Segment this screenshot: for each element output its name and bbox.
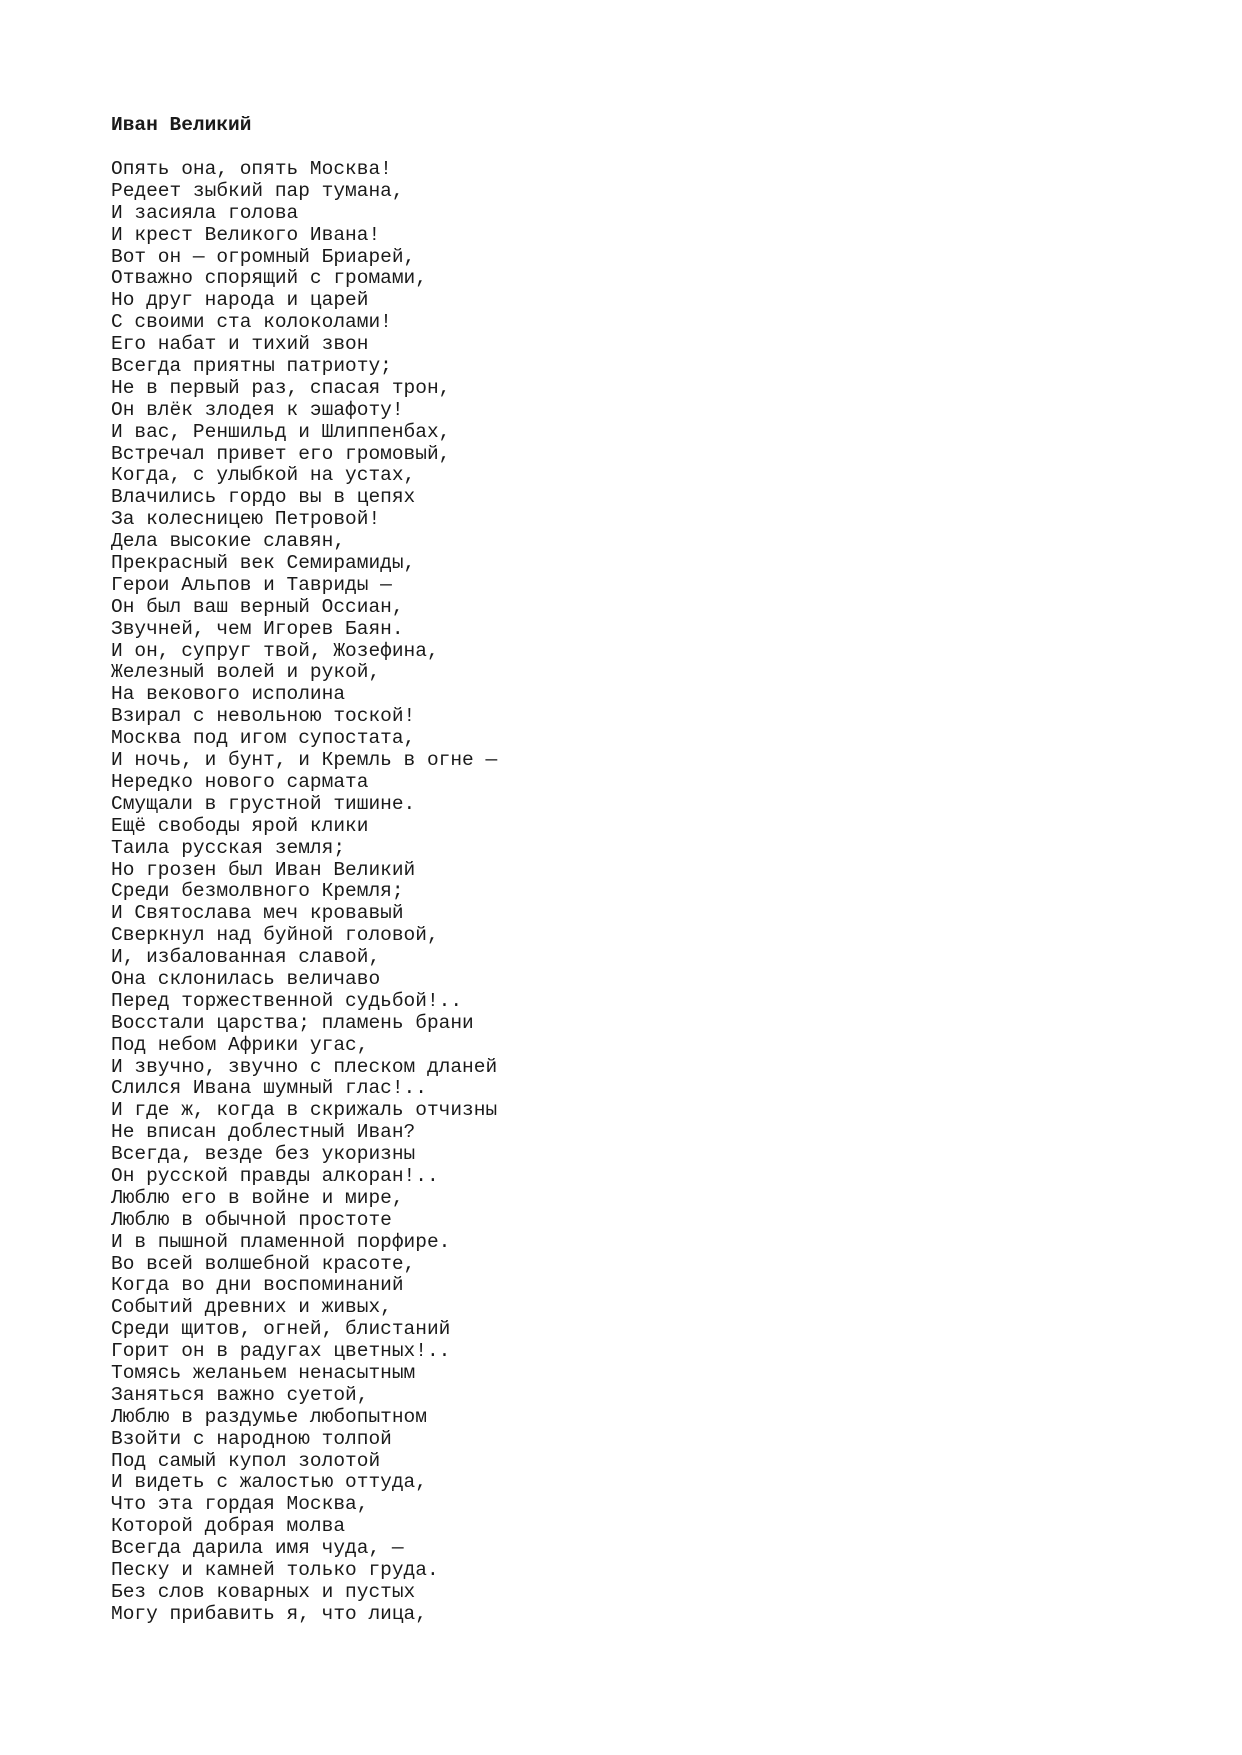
poem-line: И засияла голова [111,201,299,224]
poem-line: Не в первый раз, спасая трон, [111,376,451,399]
poem-line: Всегда, везде без укоризны [111,1143,416,1166]
poem-line: Москва под игом супостата, [111,727,416,750]
poem-line: Ещё свободы ярой клики [111,814,369,837]
poem-line: Влачились гордо вы в цепях [111,486,416,509]
poem-line: Во всей волшебной красоте, [111,1252,416,1275]
poem-line: Когда, с улыбкой на устах, [111,464,416,487]
poem-line: И видеть с жалостью оттуда, [111,1471,427,1494]
poem-line: И Святослава меч кровавый [111,902,404,925]
poem-line: Люблю в обычной простоте [111,1208,392,1231]
poem-line: Не вписан доблестный Иван? [111,1121,416,1144]
poem-line: За колесницею Петровой! [111,508,381,531]
poem-line: Перед торжественной судьбой!.. [111,989,463,1012]
poem-line: Горит он в радугах цветных!.. [111,1340,451,1363]
poem-line: Прекрасный век Семирамиды, [111,552,416,575]
poem-title: Иван Великий [111,114,252,136]
poem-line: Его набат и тихий звон [111,333,369,356]
poem-line: Звучней, чем Игорев Баян. [111,617,404,640]
poem-line: Он влёк злодея к эшафоту! [111,398,404,421]
poem-line: И, избалованная славой, [111,946,381,969]
poem-line: Дела высокие славян, [111,530,346,553]
poem-line: Томясь желаньем ненасытным [111,1361,416,1384]
poem-line: Опять она, опять Москва! [111,158,392,180]
poem-line: И крест Великого Ивана! [111,223,381,246]
poem-line: Взойти с народною толпой [111,1427,392,1450]
poem-line: И звучно, звучно с плеском дланей [111,1055,498,1078]
poem-line: И в пышной пламенной порфире. [111,1230,451,1253]
poem-line: Всегда приятны патриоту; [111,355,392,378]
poem-line: Среди щитов, огней, блистаний [111,1318,451,1341]
poem-line: Сверкнул над буйной головой, [111,924,439,947]
poem-line: Смущали в грустной тишине. [111,792,416,815]
poem-line: И он, супруг твой, Жозефина, [111,639,439,662]
poem-line: Он был ваш верный Оссиан, [111,595,404,618]
poem-line: Среди безмолвного Кремля; [111,880,404,903]
poem-line: Под самый купол золотой [111,1449,381,1472]
poem-line: Когда во дни воспоминаний [111,1274,404,1297]
poem-line: Герои Альпов и Тавриды — [111,573,392,596]
poem-line: Железный волей и рукой, [111,661,381,684]
poem-line: Но друг народа и царей [111,289,369,312]
poem-line: Вот он — огромный Бриарей, [111,245,416,268]
poem-line: Таила русская земля; [111,836,346,859]
poem-line: С своими ста колоколами! [111,311,392,334]
poem-line: Под небом Африки угас, [111,1033,369,1056]
poem-line: Могу прибавить я, что лица, [111,1602,427,1625]
poem-line: Встречал привет его громовый, [111,442,451,465]
poem-line: Редеет зыбкий пар тумана, [111,179,404,202]
poem-line: Он русской правды алкоран!.. [111,1164,439,1187]
poem-line: Люблю его в войне и мире, [111,1186,404,1209]
poem-line: И ночь, и бунт, и Кремль в огне — [111,749,498,772]
poem-line: Слился Ивана шумный глас!.. [111,1077,427,1100]
poem-line: Без слов коварных и пустых [111,1580,416,1603]
poem-line: На векового исполина [111,683,346,706]
poem-line: Которой добрая молва [111,1515,346,1538]
poem-line: Отважно спорящий с громами, [111,267,427,290]
poem-line: Заняться важно суетой, [111,1383,369,1406]
poem-line: Она склонилась величаво [111,967,381,990]
poem-body [111,159,497,1626]
poem-line: Взирал с невольною тоской! [111,705,416,728]
poem-line: Восстали царства; пламень брани [111,1011,474,1034]
poem-line: Событий древних и живых, [111,1296,392,1319]
poem-line: И где ж, когда в скрижаль отчизны [111,1099,498,1122]
poem-line: Песку и камней только груда. [111,1559,439,1581]
poem-line: Люблю в раздумье любопытном [111,1405,427,1428]
poem-line: Что эта гордая Москва, [111,1493,369,1516]
poem-line: Всегда дарила имя чуда, — [111,1537,404,1560]
poem-line: Нередко нового сармата [111,770,369,793]
poem-line: И вас, Реншильд и Шлиппенбах, [111,420,451,443]
poem-line: Но грозен был Иван Великий [111,858,416,881]
